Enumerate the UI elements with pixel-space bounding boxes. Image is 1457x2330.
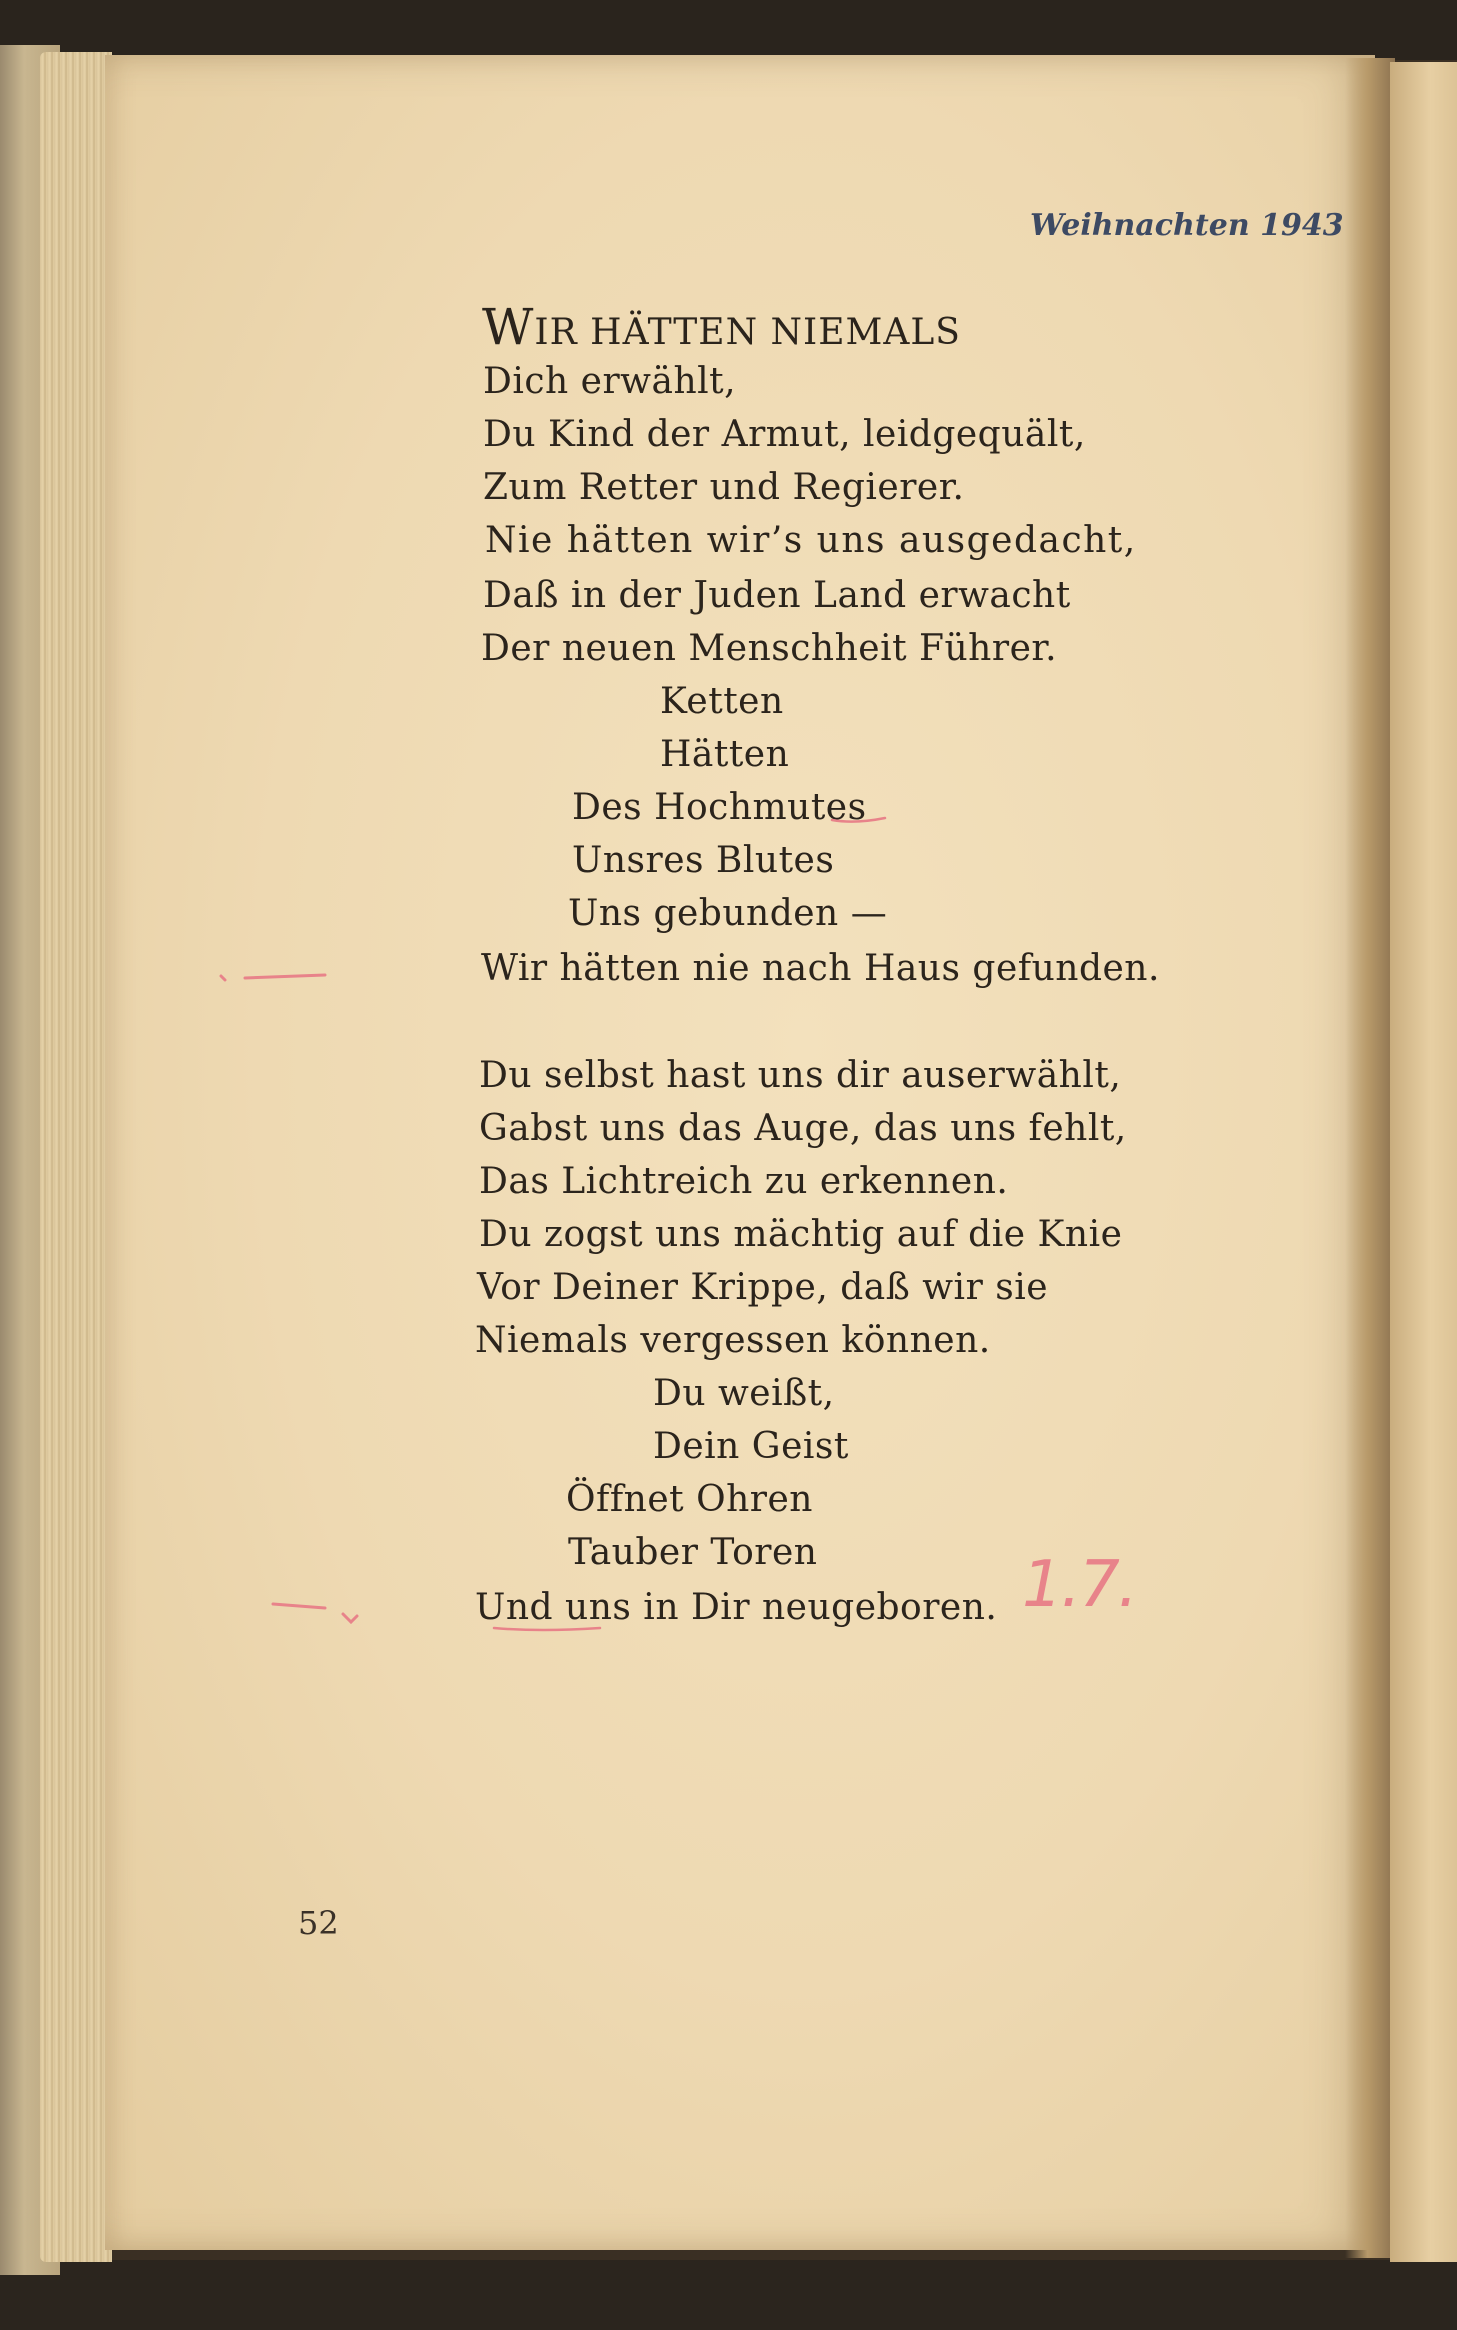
poem-line: Dein Geist xyxy=(653,1426,849,1467)
poem-line: Dich erwählt, xyxy=(483,361,737,402)
page-number: 52 xyxy=(298,1904,339,1942)
poem-line: Uns gebunden — xyxy=(568,893,888,934)
book-gutter xyxy=(1345,58,1395,2258)
poem-line: Niemals vergessen können. xyxy=(475,1320,991,1361)
pencil-check-mark xyxy=(265,1590,375,1630)
page-edges xyxy=(40,52,112,2262)
poem-line: Der neuen Menschheit Führer. xyxy=(481,628,1058,669)
poem-line: Wir hätten nie nach Haus gefunden. xyxy=(481,948,1160,989)
poem-line: Du weißt, xyxy=(653,1373,835,1414)
book-page xyxy=(105,55,1375,2250)
pencil-dash-mark xyxy=(215,960,335,990)
poem-title xyxy=(482,298,961,356)
poem-line: Unsres Blutes xyxy=(572,840,835,881)
pencil-underline-mark xyxy=(830,812,890,826)
facing-page-edge xyxy=(1390,62,1457,2262)
poem-title-rest: IR HÄTTEN NIEMALS xyxy=(534,312,961,353)
poem-line: Zum Retter und Regierer. xyxy=(483,467,965,508)
poem-line: Und uns in Dir neugeboren. xyxy=(475,1587,998,1628)
poem-title-initial: W xyxy=(482,298,535,356)
poem-line: Ketten xyxy=(660,681,784,722)
poem-line: Tauber Toren xyxy=(568,1532,818,1573)
handwritten-note: 1.7. xyxy=(1022,1548,1137,1622)
running-head: Weihnachten 1943 xyxy=(1030,208,1344,243)
pencil-underline-mark xyxy=(490,1620,610,1636)
scan-background-top xyxy=(0,0,1457,60)
poem-line: Vor Deiner Krippe, daß wir sie xyxy=(477,1267,1049,1308)
poem-line: Du selbst hast uns dir auserwählt, xyxy=(479,1055,1122,1096)
poem-line: Hätten xyxy=(660,734,790,775)
poem-line: Des Hochmutes xyxy=(572,787,867,828)
scan-background-bottom xyxy=(0,2260,1457,2330)
poem-line: Daß in der Juden Land erwacht xyxy=(483,575,1071,616)
poem-line: Du Kind der Armut, leidgequält, xyxy=(483,414,1086,455)
poem-line: Du zogst uns mächtig auf die Knie xyxy=(479,1214,1123,1255)
poem-line: Gabst uns das Auge, das uns fehlt, xyxy=(479,1108,1127,1149)
poem-line: Nie hätten wir’s uns ausgedacht, xyxy=(485,520,1137,561)
poem-line: Das Lichtreich zu erkennen. xyxy=(479,1161,1009,1202)
poem-line: Öffnet Ohren xyxy=(566,1479,813,1520)
